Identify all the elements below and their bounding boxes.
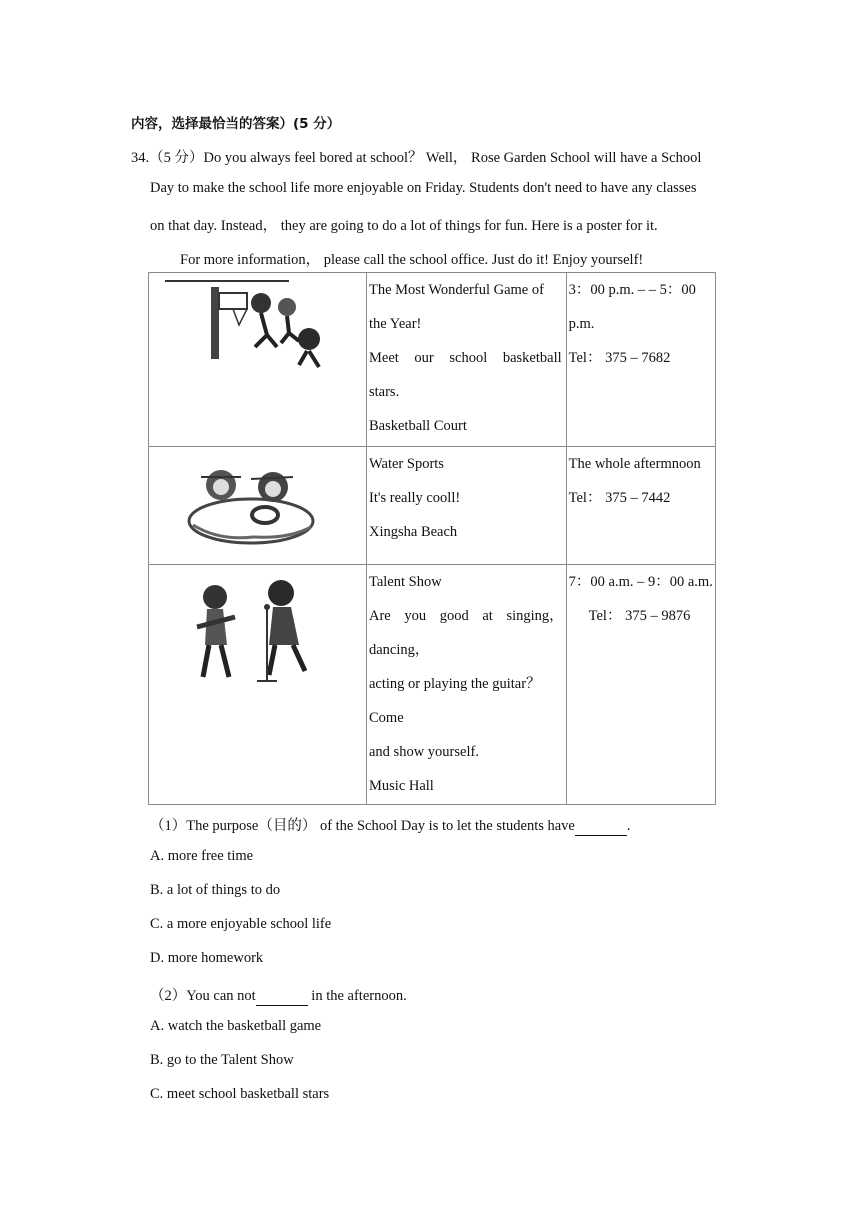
option-c[interactable]: C. a more enjoyable school life bbox=[150, 916, 332, 932]
option-d[interactable]: D. more homework bbox=[150, 950, 264, 966]
water-sports-kids-icon bbox=[149, 447, 366, 557]
question-number: 34. bbox=[131, 150, 150, 166]
desc-line: and show yourself. bbox=[369, 744, 479, 760]
poster-time-cell bbox=[566, 565, 715, 805]
answer-blank bbox=[575, 818, 627, 836]
basketball-players-icon bbox=[149, 273, 366, 393]
section-heading: 内容，选择最恰当的答案）(5 分） bbox=[131, 116, 341, 132]
poster-picture-cell bbox=[149, 273, 367, 447]
desc-line: Are you good at singing， bbox=[369, 608, 564, 624]
time-line: 7：00 a.m. – 9：00 a.m. bbox=[568, 574, 713, 590]
option-b[interactable]: B. a lot of things to do bbox=[150, 882, 281, 898]
poster-time-cell bbox=[566, 273, 715, 447]
poster-description-cell bbox=[367, 565, 567, 805]
desc-line: stars. bbox=[369, 384, 400, 400]
stem-suffix: . bbox=[626, 818, 631, 834]
stem-prefix: （1）The purpose（目的） of the School Day is to let the students have bbox=[150, 818, 575, 834]
desc-line: Meet our school basketball bbox=[369, 350, 562, 366]
desc-line: Talent Show bbox=[369, 574, 442, 590]
poster-time-cell bbox=[566, 447, 715, 565]
phone-line: Tel： 375 – 7442 bbox=[568, 490, 671, 506]
option-c[interactable]: C. meet school basketball stars bbox=[150, 1086, 330, 1102]
poster-picture-cell bbox=[149, 447, 367, 565]
desc-line: dancing， bbox=[369, 642, 430, 658]
poster-description-cell bbox=[367, 447, 567, 565]
talent-show-performers-icon bbox=[149, 565, 366, 695]
desc-line: The Most Wonderful Game of bbox=[369, 282, 544, 298]
poster-description-cell bbox=[367, 273, 567, 447]
stem-prefix: （2）You can not bbox=[150, 988, 256, 1004]
phone-line: Tel： 375 – 9876 bbox=[588, 608, 691, 624]
question-intro-line-4: For more information， please call the school office. Just do it! Enjoy yourself! bbox=[180, 252, 644, 268]
poster-row bbox=[149, 273, 716, 447]
sub-question-2-stem bbox=[150, 984, 407, 1006]
desc-line: Xingsha Beach bbox=[369, 524, 458, 540]
question-intro-line-2: Day to make the school life more enjoyable on Friday. Students don't need to have any classes bbox=[150, 180, 697, 196]
question-intro-line-1 bbox=[131, 146, 701, 167]
poster-picture-cell bbox=[149, 565, 367, 805]
desc-line: the Year! bbox=[369, 316, 422, 332]
option-b[interactable]: B. go to the Talent Show bbox=[150, 1052, 294, 1068]
desc-line: It's really cooll! bbox=[369, 490, 461, 506]
desc-line: Come bbox=[369, 710, 404, 726]
option-a[interactable]: A. more free time bbox=[150, 848, 254, 864]
sub-question-1-stem bbox=[150, 814, 631, 836]
question-intro-line-3: on that day. Instead， they are going to do a lot of things for fun. Here is a poster for it. bbox=[150, 218, 658, 234]
desc-line: Basketball Court bbox=[369, 418, 467, 434]
desc-line: Music Hall bbox=[369, 778, 434, 794]
time-line: 3：00 p.m. – – 5：00 bbox=[568, 282, 696, 298]
time-line: The whole aftermnoon bbox=[568, 456, 701, 472]
question-points: （5 分） bbox=[149, 150, 204, 166]
poster-row bbox=[149, 447, 716, 565]
option-a[interactable]: A. watch the basketball game bbox=[150, 1018, 322, 1034]
time-line: p.m. bbox=[568, 316, 595, 332]
intro-text-1: Do you always feel bored at school？ Well， Rose Garden School will have a School bbox=[203, 150, 702, 166]
poster-table bbox=[148, 272, 716, 805]
phone-line: Tel： 375 – 7682 bbox=[568, 350, 671, 366]
desc-line: acting or playing the guitar？ bbox=[369, 676, 541, 692]
poster-row bbox=[149, 565, 716, 805]
answer-blank bbox=[256, 988, 308, 1006]
desc-line: Water Sports bbox=[369, 456, 444, 472]
stem-suffix: in the afternoon. bbox=[307, 988, 407, 1004]
